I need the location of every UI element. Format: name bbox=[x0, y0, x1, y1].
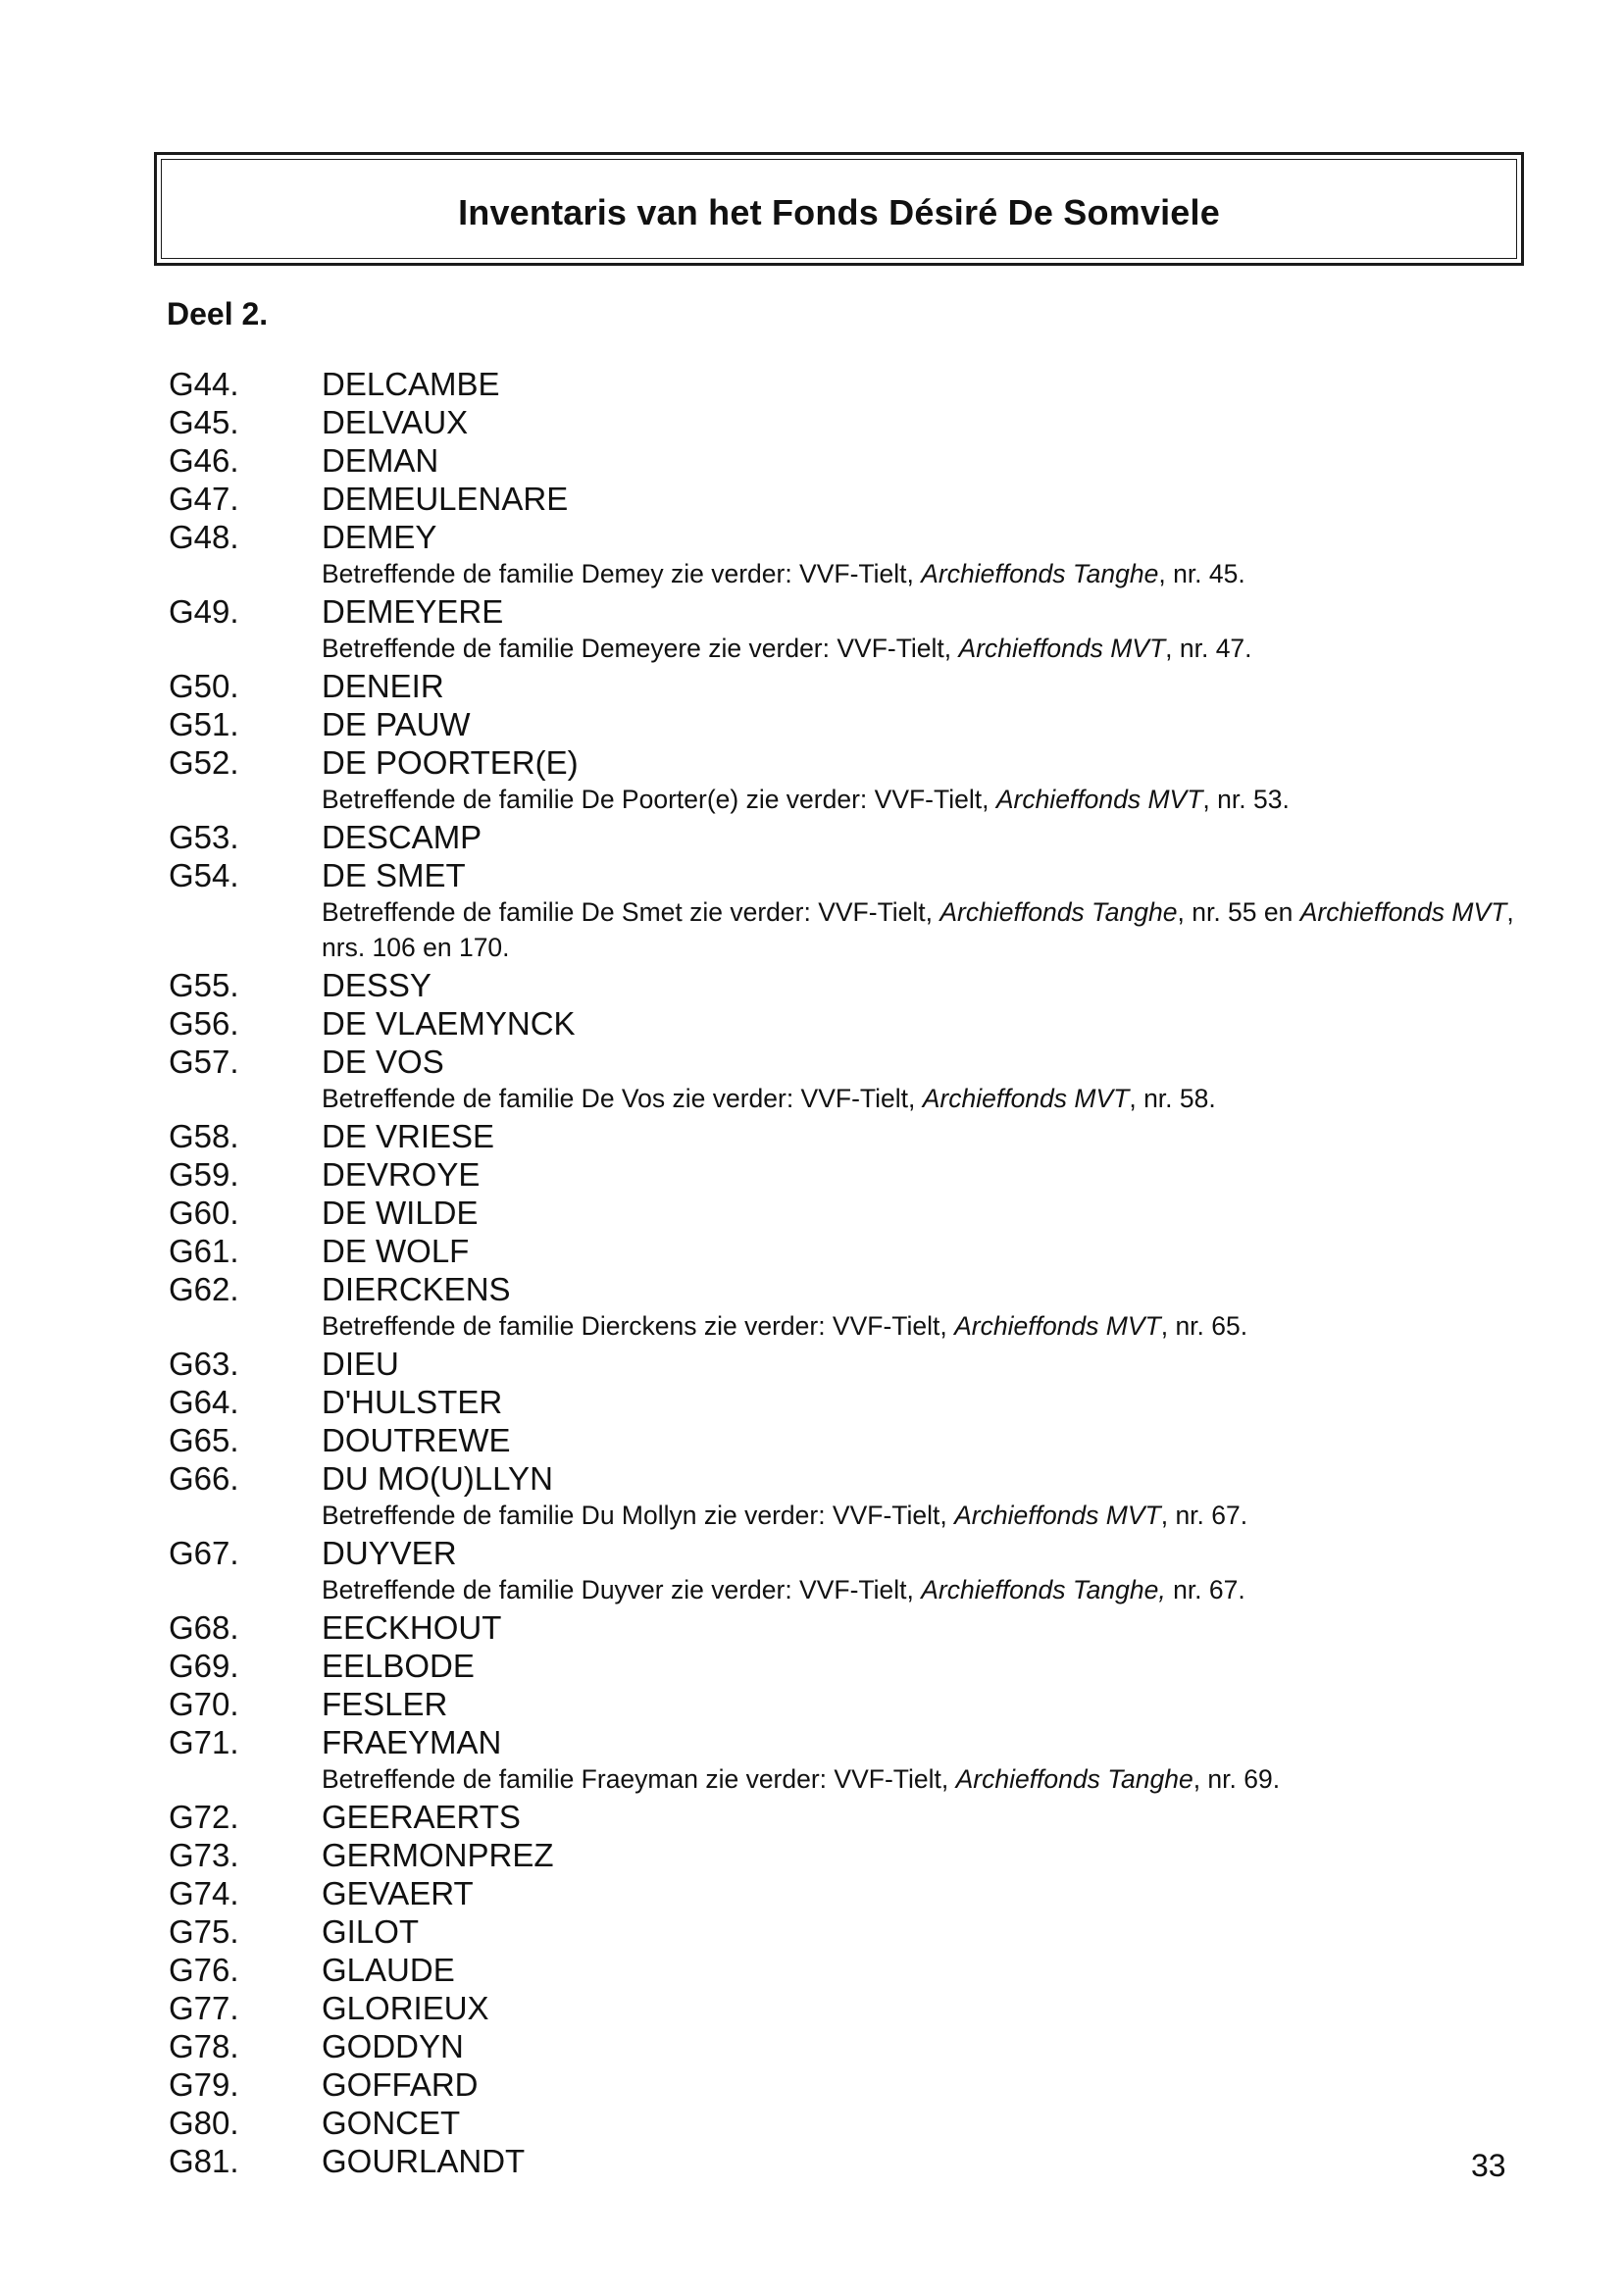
list-item bbox=[0, 1798, 1624, 1836]
entry-name: GOFFARD bbox=[322, 2066, 479, 2103]
entry-code: G74. bbox=[169, 1875, 239, 1911]
entry-note bbox=[322, 894, 1516, 966]
section-heading: Deel 2. bbox=[167, 296, 269, 331]
list-item bbox=[0, 1951, 1624, 1989]
entry-code: G69. bbox=[169, 1648, 239, 1684]
entry-name: DE SMET bbox=[322, 857, 466, 893]
entry-code: G46. bbox=[169, 442, 239, 479]
note-reference-title: Archieffonds MVT bbox=[958, 634, 1166, 663]
entry-name: DE VOS bbox=[322, 1044, 444, 1080]
entry-name: DIEU bbox=[322, 1346, 399, 1382]
entry-code: G66. bbox=[169, 1460, 239, 1497]
entry-name: DEMEYERE bbox=[322, 593, 504, 630]
note-reference-title: Archieffonds MVT bbox=[954, 1501, 1161, 1530]
entry-code: G57. bbox=[169, 1044, 239, 1080]
list-item bbox=[0, 480, 1624, 518]
entry-row bbox=[0, 856, 1624, 894]
entry-code: G62. bbox=[169, 1271, 239, 1307]
entry-code: G52. bbox=[169, 744, 239, 781]
note-text: Betreffende de familie De Smet zie verder: VVF-Tielt, bbox=[322, 897, 940, 927]
entry-row bbox=[0, 1798, 1624, 1836]
list-item bbox=[0, 818, 1624, 856]
note-text: , nr. 53. bbox=[1202, 785, 1290, 814]
entry-code: G81. bbox=[169, 2143, 239, 2179]
entry-note bbox=[322, 1081, 1516, 1117]
entry-code: G44. bbox=[169, 366, 239, 402]
list-item bbox=[0, 1155, 1624, 1194]
entry-name: EECKHOUT bbox=[322, 1609, 502, 1646]
entry-row bbox=[0, 966, 1624, 1004]
note-text: Betreffende de familie Du Mollyn zie verder: VVF-Tielt, bbox=[322, 1501, 955, 1530]
entry-name: DE WILDE bbox=[322, 1195, 479, 1231]
inventory-list bbox=[0, 365, 1624, 2180]
note-text: , nr. 58. bbox=[1129, 1084, 1216, 1113]
entry-code: G75. bbox=[169, 1913, 239, 1950]
entry-code: G45. bbox=[169, 404, 239, 440]
entry-code: G58. bbox=[169, 1118, 239, 1154]
entry-code: G71. bbox=[169, 1724, 239, 1760]
list-item bbox=[0, 1383, 1624, 1421]
entry-code: G50. bbox=[169, 668, 239, 704]
entry-name: DIERCKENS bbox=[322, 1271, 511, 1307]
entry-name: DEMEULENARE bbox=[322, 481, 569, 517]
entry-code: G73. bbox=[169, 1837, 239, 1873]
entry-code: G60. bbox=[169, 1195, 239, 1231]
list-item bbox=[0, 1989, 1624, 2027]
note-reference-title: Archieffonds Tanghe, bbox=[921, 1575, 1166, 1604]
entry-row bbox=[0, 1647, 1624, 1685]
list-item bbox=[0, 705, 1624, 743]
entry-code: G51. bbox=[169, 706, 239, 742]
note-text: Betreffende de familie Fraeyman zie verder: VVF-Tielt, bbox=[322, 1764, 956, 1794]
entry-name: GLAUDE bbox=[322, 1952, 455, 1988]
list-item bbox=[0, 2104, 1624, 2142]
entry-row bbox=[0, 1608, 1624, 1647]
list-item bbox=[0, 2027, 1624, 2065]
note-text: Betreffende de familie Duyver zie verder: VVF-Tielt, bbox=[322, 1575, 922, 1604]
entry-note bbox=[322, 556, 1516, 592]
entry-row bbox=[0, 1421, 1624, 1459]
entry-name: GLORIEUX bbox=[322, 1990, 489, 2026]
entry-row bbox=[0, 480, 1624, 518]
entry-name: GONCET bbox=[322, 2105, 461, 2141]
list-item bbox=[0, 2142, 1624, 2180]
title-box bbox=[154, 152, 1524, 266]
entry-name: DE PAUW bbox=[322, 706, 471, 742]
entry-row bbox=[0, 1194, 1624, 1232]
list-item bbox=[0, 1004, 1624, 1043]
entry-row bbox=[0, 1117, 1624, 1155]
entry-name: DE WOLF bbox=[322, 1233, 470, 1269]
entry-row bbox=[0, 1989, 1624, 2027]
list-item bbox=[0, 966, 1624, 1004]
entry-note bbox=[322, 1761, 1516, 1798]
note-reference-title: Archieffonds Tanghe bbox=[939, 897, 1178, 927]
entry-code: G53. bbox=[169, 819, 239, 855]
note-text: Betreffende de familie Demeyere zie verder: VVF-Tielt, bbox=[322, 634, 959, 663]
entry-row bbox=[0, 441, 1624, 480]
list-item bbox=[0, 1421, 1624, 1459]
entry-name: DEMAN bbox=[322, 442, 439, 479]
entry-row bbox=[0, 1155, 1624, 1194]
list-item bbox=[0, 1117, 1624, 1155]
list-item bbox=[0, 1459, 1624, 1534]
entry-name: DOUTREWE bbox=[322, 1422, 511, 1458]
entry-row bbox=[0, 1723, 1624, 1761]
entry-row bbox=[0, 1951, 1624, 1989]
entry-row bbox=[0, 1459, 1624, 1498]
entry-name: DU MO(U)LLYN bbox=[322, 1460, 553, 1497]
list-item bbox=[0, 743, 1624, 818]
note-text: Betreffende de familie Demey zie verder: VVF-Tielt, bbox=[322, 559, 922, 588]
entry-row bbox=[0, 1534, 1624, 1572]
note-reference-title: Archieffonds Tanghe bbox=[955, 1764, 1193, 1794]
entry-row bbox=[0, 1912, 1624, 1951]
entry-note bbox=[322, 1308, 1516, 1345]
list-item bbox=[0, 1647, 1624, 1685]
entry-name: DE VRIESE bbox=[322, 1118, 495, 1154]
entry-row bbox=[0, 818, 1624, 856]
entry-row bbox=[0, 1345, 1624, 1383]
entry-name: D'HULSTER bbox=[322, 1384, 503, 1420]
entry-name: DESSY bbox=[322, 967, 431, 1003]
entry-code: G72. bbox=[169, 1799, 239, 1835]
entry-name: FESLER bbox=[322, 1686, 448, 1722]
entry-row bbox=[0, 1836, 1624, 1874]
entry-note bbox=[322, 1498, 1516, 1534]
entry-code: G49. bbox=[169, 593, 239, 630]
note-reference-title: Archieffonds MVT bbox=[954, 1311, 1161, 1341]
entry-code: G76. bbox=[169, 1952, 239, 1988]
entry-code: G55. bbox=[169, 967, 239, 1003]
list-item bbox=[0, 1270, 1624, 1345]
list-item bbox=[0, 1685, 1624, 1723]
note-reference-title: Archieffonds Tanghe bbox=[921, 559, 1159, 588]
entry-code: G54. bbox=[169, 857, 239, 893]
note-text: , nr. 45. bbox=[1158, 559, 1245, 588]
list-item bbox=[0, 441, 1624, 480]
entry-code: G64. bbox=[169, 1384, 239, 1420]
entry-name: GERMONPREZ bbox=[322, 1837, 554, 1873]
entry-code: G80. bbox=[169, 2105, 239, 2141]
entry-row bbox=[0, 743, 1624, 782]
entry-code: G63. bbox=[169, 1346, 239, 1382]
entry-name: DE POORTER(E) bbox=[322, 744, 579, 781]
entry-name: DESCAMP bbox=[322, 819, 482, 855]
entry-row bbox=[0, 1383, 1624, 1421]
entry-row bbox=[0, 705, 1624, 743]
entry-name: DE VLAEMYNCK bbox=[322, 1005, 576, 1042]
entry-row bbox=[0, 518, 1624, 556]
note-reference-title: Archieffonds MVT bbox=[922, 1084, 1130, 1113]
list-item bbox=[0, 518, 1624, 592]
entry-row bbox=[0, 2142, 1624, 2180]
list-item bbox=[0, 1345, 1624, 1383]
entry-code: G77. bbox=[169, 1990, 239, 2026]
list-item bbox=[0, 667, 1624, 705]
list-item bbox=[0, 1232, 1624, 1270]
note-text: , nr. 67. bbox=[1160, 1501, 1248, 1530]
entry-code: G61. bbox=[169, 1233, 239, 1269]
entry-row bbox=[0, 2027, 1624, 2065]
entry-name: DEMEY bbox=[322, 519, 437, 555]
entry-name: DENEIR bbox=[322, 668, 444, 704]
entry-name: DELVAUX bbox=[322, 404, 469, 440]
entry-code: G67. bbox=[169, 1535, 239, 1571]
note-text: Betreffende de familie De Vos zie verder: VVF-Tielt, bbox=[322, 1084, 923, 1113]
entry-code: G78. bbox=[169, 2028, 239, 2064]
entry-note bbox=[322, 782, 1516, 818]
entry-note bbox=[322, 631, 1516, 667]
entry-row bbox=[0, 592, 1624, 631]
list-item bbox=[0, 403, 1624, 441]
entry-name: DELCAMBE bbox=[322, 366, 500, 402]
entry-row bbox=[0, 1685, 1624, 1723]
entry-name: GEVAERT bbox=[322, 1875, 474, 1911]
note-text: , nrs. 106 en 170. bbox=[322, 897, 1514, 962]
list-item bbox=[0, 1608, 1624, 1647]
entry-name: GILOT bbox=[322, 1913, 420, 1950]
entry-row bbox=[0, 1004, 1624, 1043]
entry-name: GODDYN bbox=[322, 2028, 464, 2064]
entry-row bbox=[0, 1232, 1624, 1270]
entry-code: G48. bbox=[169, 519, 239, 555]
document-title: Inventaris van het Fonds Désiré De Somviele bbox=[458, 192, 1220, 232]
list-item bbox=[0, 365, 1624, 403]
list-item bbox=[0, 1194, 1624, 1232]
note-text: , nr. 69. bbox=[1193, 1764, 1281, 1794]
note-text: Betreffende de familie Dierckens zie verder: VVF-Tielt, bbox=[322, 1311, 955, 1341]
note-reference-title: Archieffonds MVT bbox=[995, 785, 1203, 814]
list-item bbox=[0, 592, 1624, 667]
entry-code: G59. bbox=[169, 1156, 239, 1193]
entry-row bbox=[0, 1874, 1624, 1912]
note-text: , nr. 47. bbox=[1165, 634, 1252, 663]
entry-name: DEVROYE bbox=[322, 1156, 481, 1193]
entry-row bbox=[0, 667, 1624, 705]
entry-note bbox=[322, 1572, 1516, 1608]
note-text: Betreffende de familie De Poorter(e) zie verder: VVF-Tielt, bbox=[322, 785, 996, 814]
list-item bbox=[0, 1874, 1624, 1912]
entry-code: G65. bbox=[169, 1422, 239, 1458]
entry-code: G79. bbox=[169, 2066, 239, 2103]
note-text: , nr. 65. bbox=[1160, 1311, 1248, 1341]
entry-name: GOURLANDT bbox=[322, 2143, 526, 2179]
list-item bbox=[0, 1836, 1624, 1874]
entry-name: GEERAERTS bbox=[322, 1799, 521, 1835]
entry-row bbox=[0, 1043, 1624, 1081]
entry-name: EELBODE bbox=[322, 1648, 475, 1684]
entry-row bbox=[0, 2065, 1624, 2104]
note-reference-title: Archieffonds MVT bbox=[1299, 897, 1507, 927]
entry-code: G56. bbox=[169, 1005, 239, 1042]
entry-code: G70. bbox=[169, 1686, 239, 1722]
list-item bbox=[0, 1912, 1624, 1951]
list-item bbox=[0, 856, 1624, 966]
list-item bbox=[0, 2065, 1624, 2104]
entry-name: DUYVER bbox=[322, 1535, 457, 1571]
entry-code: G68. bbox=[169, 1609, 239, 1646]
list-item bbox=[0, 1723, 1624, 1798]
note-text: nr. 67. bbox=[1165, 1575, 1245, 1604]
entry-code: G47. bbox=[169, 481, 239, 517]
entry-row bbox=[0, 1270, 1624, 1308]
list-item bbox=[0, 1534, 1624, 1608]
note-text: , nr. 55 en bbox=[1177, 897, 1300, 927]
entry-row bbox=[0, 2104, 1624, 2142]
list-item bbox=[0, 1043, 1624, 1117]
page-number: 33 bbox=[1471, 2148, 1506, 2183]
entry-row bbox=[0, 365, 1624, 403]
entry-name: FRAEYMAN bbox=[322, 1724, 502, 1760]
entry-row bbox=[0, 403, 1624, 441]
